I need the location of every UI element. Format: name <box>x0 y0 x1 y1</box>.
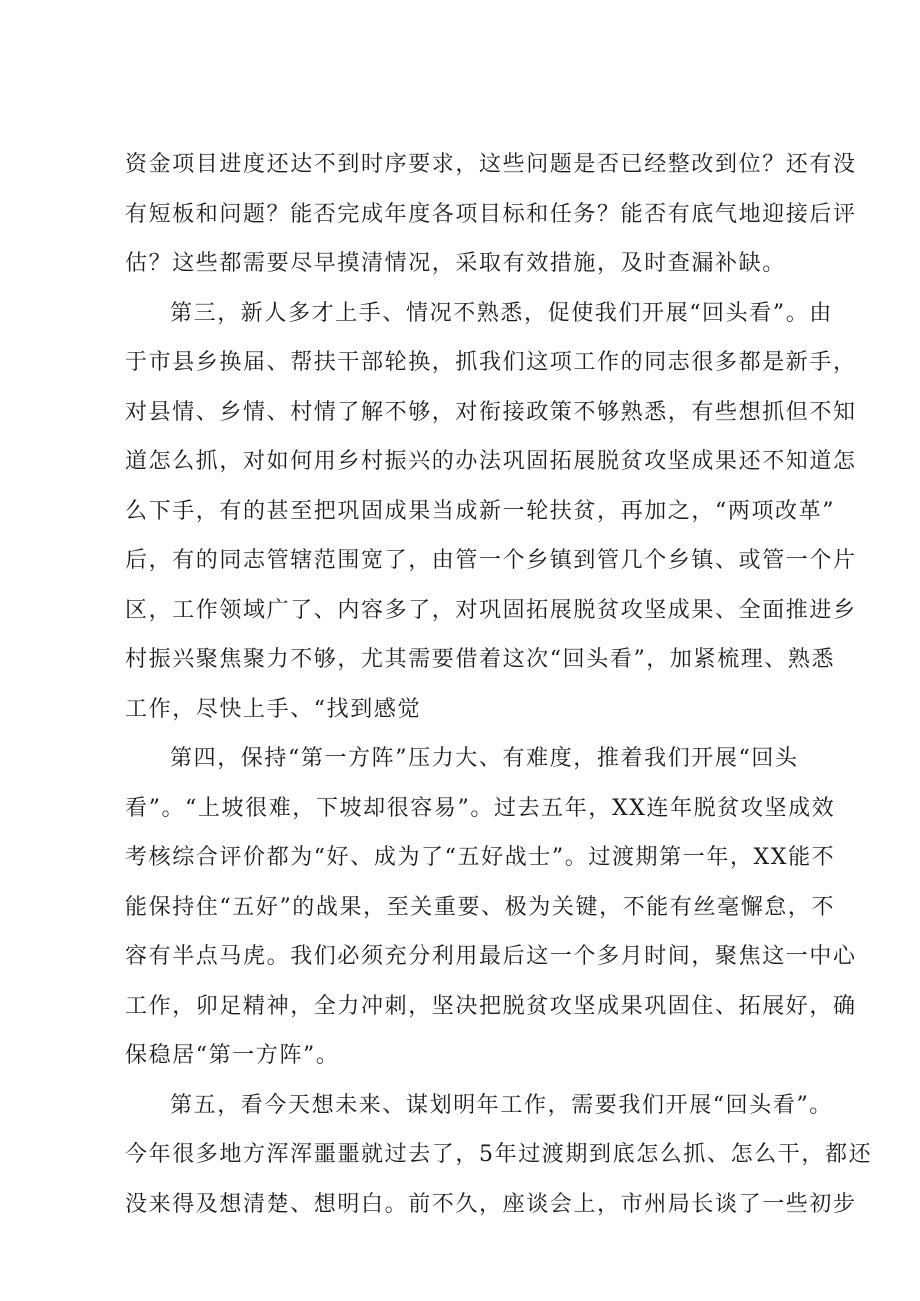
text-line: 容有半点马虎。我们必须充分利用最后这一个多月时间，聚焦这一中心 <box>125 944 857 969</box>
text-line: 估？这些都需要尽早摸清情况，采取有效措施，及时查漏补缺。 <box>125 251 786 276</box>
text-line: 能保持住“五好”的战果，至关重要、极为关键，不能有丝毫懈怠，不 <box>125 895 836 920</box>
text-line: 区，工作领域广了、内容多了，对巩固拓展脱贫攻坚成果、全面推进乡 <box>125 598 857 623</box>
text-line: 有短板和问题？能否完成年度各项目标和任务？能否有底气地迎接后评 <box>125 202 857 227</box>
text-line: 村振兴聚焦聚力不够，尤其需要借着这次“回头看”，加紧梳理、熟悉 <box>125 647 836 672</box>
paragraph-start-line: 第四，保持“第一方阵”压力大、有难度，推着我们开展“回头 <box>170 746 799 771</box>
text-line: 工作，尽快上手、“找到感觉 <box>125 697 422 722</box>
text-line: 于市县乡换届、帮扶干部轮换，抓我们这项工作的同志很多都是新手， <box>125 350 857 375</box>
text-line: 考核综合评价都为“好、成为了“五好战士”。过渡期第一年，XX能不 <box>125 845 836 870</box>
text-line: 工作，卯足精神，全力冲刺，坚决把脱贫攻坚成果巩固住、拓展好，确 <box>125 994 857 1019</box>
text-line: 看”。“上坡很难，下坡却很容易”。过去五年，XX连年脱贫攻坚成效 <box>125 796 836 821</box>
paragraph-start-line: 第三，新人多才上手、情况不熟悉，促使我们开展“回头看”。由 <box>170 301 833 326</box>
paragraph-start-line: 第五，看今天想未来、谋划明年工作，需要我们开展“回头看”。 <box>170 1093 833 1118</box>
text-line: 没来得及想清楚、想明白。前不久，座谈会上，市州局长谈了一些初步 <box>125 1192 857 1217</box>
text-line: 今年很多地方浑浑噩噩就过去了，5年过渡期到底怎么抓、怎么干，都还 <box>125 1142 873 1167</box>
text-line: 道怎么抓，对如何用乡村振兴的办法巩固拓展脱贫攻坚成果还不知道怎 <box>125 449 857 474</box>
text-line: 对县情、乡情、村情了解不够，对衔接政策不够熟悉，有些想抓但不知 <box>125 400 857 425</box>
text-line: 资金项目进度还达不到时序要求，这些问题是否已经整改到位？还有没 <box>125 152 857 177</box>
text-line: 么下手，有的甚至把巩固成果当成新一轮扶贫，再加之，“两项改革” <box>125 499 836 524</box>
text-line: 后，有的同志管辖范围宽了，由管一个乡镇到管几个乡镇、或管一个片 <box>125 548 857 573</box>
text-line: 保稳居“第一方阵”。 <box>125 1043 340 1068</box>
